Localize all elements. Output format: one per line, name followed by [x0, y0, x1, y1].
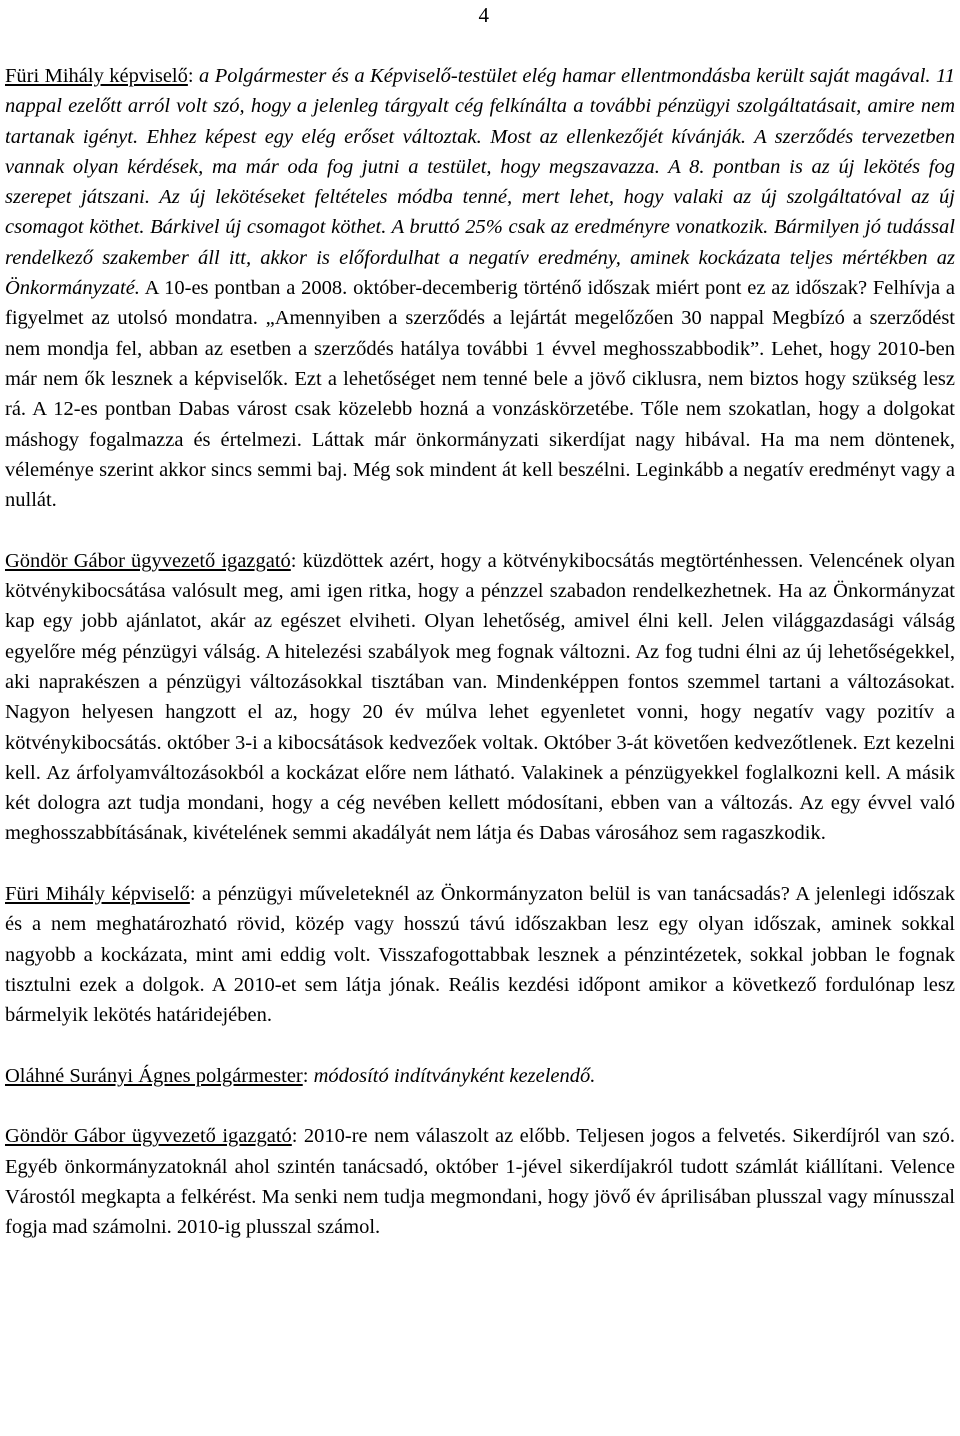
paragraph-olahne: [5, 1061, 955, 1091]
paragraph-text: a pénzügyi műveleteknél az Önkormányzaton belül is van tanácsadás? A jelenlegi időszak és a nem meghatározható rövid, közép vagy hosszú távú időszakban lesz egy olyan időszak, aminek sokkal nagyobb a kockázata, mint ami eddig volt. Visszafogottabbak lesznek a pénzintézetek, sokkal jobban le fognak tisztulni ezek a dolgok. A 2010-et sem látja jónak. Reális kezdési időpont amikor a következő fordulónap lesz bármelyik lekötés határidejében.: [5, 883, 955, 1027]
speaker-name: Füri Mihály képviselő: [5, 883, 190, 906]
speaker-name: Göndör Gábor ügyvezető igazgató: [5, 1125, 292, 1148]
paragraph-text: 2010-re nem válaszolt az előbb. Teljesen jogos a felvetés. Sikerdíjról van szó. Egyéb önkormányzatoknál ahol szintén tanácsadó, október 1-jével sikerdíjakról tudott számlát kiállítani. Velence Várostól megkapta a felkérést. Ma senki nem tudja megmondani, hogy jövő év áprilisában plusszal vagy mínusszal fogja mad számolni. 2010-ig plusszal számol.: [5, 1125, 955, 1239]
speaker-separator: :: [187, 65, 200, 87]
page-number: 4: [478, 3, 489, 27]
paragraph-gondor-2: [5, 1121, 955, 1242]
paragraph-furi-2: [5, 879, 955, 1030]
paragraph-text: küzdöttek azért, hogy a kötvénykibocsátás megtörténhessen. Velencének olyan kötvénykibocsátása valósult meg, ami igen ritka, hogy a pénzzel szabadon rendelkezhetnek. Ha az Önkormányzat kap egy jobb ajánlatot, akár az egészet elviheti. Olyan lehetőség, amivel élni kell. Jelen világgazdasági válság egyelőre még pénzügyi válság. A hitelezési szabályok meg fognak változni. Az fog tudni élni az új lehetőségekkel, aki naprakészen a pénzügyi változásokkal tisztában van. Mindenképpen fontos szemmel tartani a változásokat. Nagyon helyesen hangzott el az, hogy 20 év múlva lehet egyenletet vonni, hogy negatív vagy pozitív a kötvénykibocsátás. október 3-i a kibocsátások kedvezőek voltak. Október 3-át követően kedvezőtlenek. Ezt kezelni kell. Az árfolyamváltozásokból a kockázat előre nem látható. Valakinek a pénzügyekkel foglalkozni kell. A másik két dologra azt tudja mondani, hogy a cég nevében kellett módosítani, ebben van a változás. Az egy évvel való meghosszabbításának, kivételének semmi akadályát nem látja és Dabas városához sem ragaszkodik.: [5, 549, 955, 845]
paragraph-text: A 10-es pontban a 2008. október-decemberig történő időszak miért pont ez az időszak? Felhívja a figyelmet az utolsó mondatra. „Amennyiben a szerződés a lejártát megelőzően 30 nappal Megbízó a szerződést nem mondja fel, abban az esetben a szerződés hatálya további 1 évvel meghosszabbodik”. Lehet, hogy 2010-ben már nem ők lesznek a képviselők. Ezt a lehetőséget nem tenné bele a jövő ciklusra, nem biztos hogy szükség lesz rá. A 12-es pontban Dabas várost csak közelebb hozná a vonzáskörzetébe. Tőle nem szokatlan, hogy a dolgokat máshogy fogalmazza és értelmezi. Láttak már önkormányzati sikerdíjat nagy hibával. Ha ma nem döntenek, véleménye szerint akkor sincs semmi baj. Még sok mindent át kell beszélni. Leginkább a negatív eredményt vagy a nullát.: [5, 277, 955, 512]
paragraph-italic-text: módosító indítványként kezelendő.: [313, 1064, 596, 1087]
paragraph-gondor-1: [5, 546, 955, 849]
speaker-name: Füri Mihály képviselő: [5, 65, 188, 87]
speaker-separator: :: [290, 549, 303, 572]
speaker-name: Oláhné Surányi Ágnes polgármester: [5, 1064, 303, 1087]
speaker-separator: :: [302, 1064, 314, 1087]
document-body: [5, 61, 955, 1243]
speaker-name: Göndör Gábor ügyvezető igazgató: [5, 549, 291, 572]
speaker-separator: :: [189, 883, 203, 906]
paragraph-italic-text: a Polgármester és a Képviselő-testület elég hamar ellentmondásba került saját magával. 11 nappal ezelőtt arról volt szó, hogy a jelenleg tárgyalt cég felkínálta a további pénzügyi szolgáltatásait, amire nem tartanak igényt. Ehhez képest egy elég erőset változtak. Most az ellenkezőjét kívánják. A szerződés tervezetben vannak olyan kérdések, ma már oda fog jutni a testület, hogy megszavazza. A 8. pontban is az új lekötés fog szerepet játszani. Az új lekötéseket feltételes módba tenné, mert lehet, hogy valaki az új szolgáltatóval az új csomagot köthet. Bárkivel új csomagot köthet. A bruttó 25% csak az eredményre vonatkozik. Bármilyen jó tudással rendelkező szakember áll itt, akkor is előfordulhat a negatív eredmény, aminek kockázata teljes mértékben az Önkormányzaté.: [5, 65, 955, 300]
paragraph-furi-1: [5, 61, 955, 515]
speaker-separator: :: [291, 1125, 304, 1148]
